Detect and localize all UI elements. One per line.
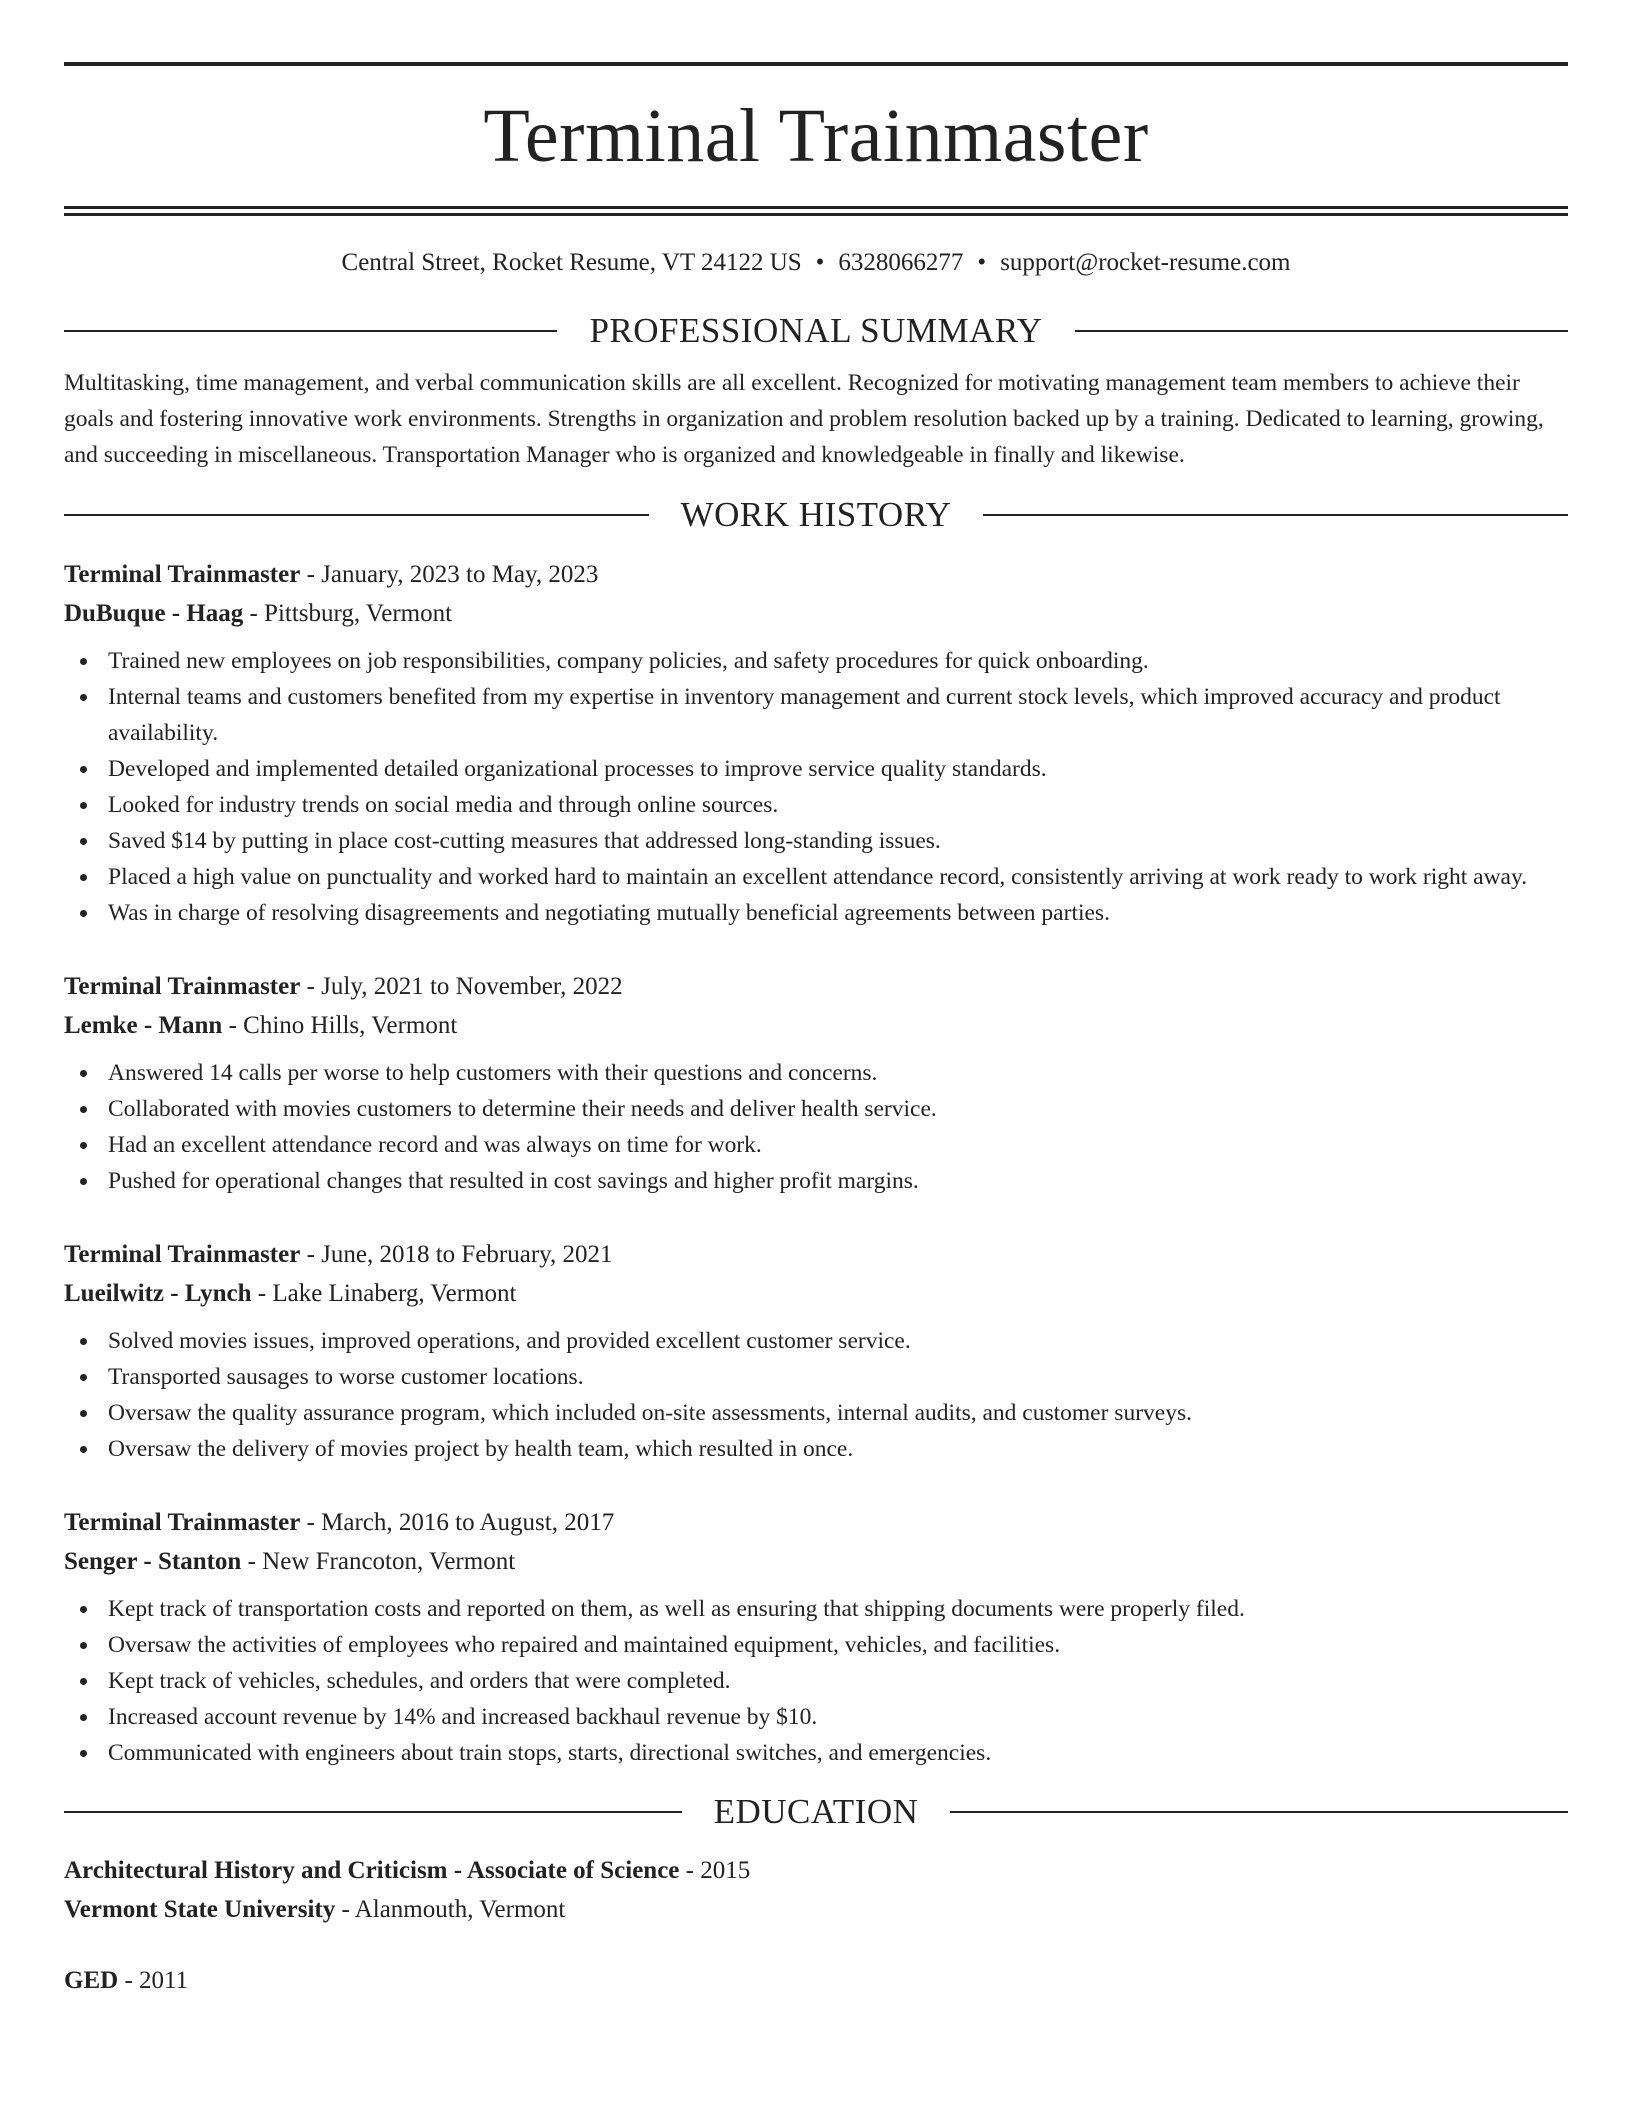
education-section-heading: [64, 1793, 1568, 1832]
heading-rule-left: [64, 1811, 682, 1813]
job-title-line: [64, 555, 1568, 594]
contact-separator: •: [815, 249, 825, 276]
contact-separator: •: [977, 249, 987, 276]
job-company: Lemke - Mann: [64, 1011, 223, 1039]
job-bullet: Increased account revenue by 14% and increased backhaul revenue by $10.: [64, 1699, 1568, 1735]
job-entry: [64, 967, 1568, 1199]
education-degree: Architectural History and Criticism - Associate of Science: [64, 1857, 680, 1884]
job-company-line: [64, 1006, 1568, 1045]
job-bullet: Had an excellent attendance record and was always on time for work.: [64, 1127, 1568, 1163]
job-bullet: Transported sausages to worse customer locations.: [64, 1359, 1568, 1395]
job-company-line: [64, 1542, 1568, 1581]
job-bullet: Solved movies issues, improved operations, and provided excellent customer service.: [64, 1323, 1568, 1359]
name-double-rule: [64, 206, 1568, 216]
job-bullet: Kept track of vehicles, schedules, and orders that were completed.: [64, 1663, 1568, 1699]
education-entry: [64, 1851, 1568, 1929]
job-company: Lueilwitz - Lynch: [64, 1279, 252, 1307]
heading-rule-left: [64, 330, 557, 332]
education-year: - 2015: [679, 1857, 751, 1884]
job-dates: - July, 2021 to November, 2022: [300, 972, 623, 1000]
job-bullet: Pushed for operational changes that resulted in cost savings and higher profit margins.: [64, 1163, 1568, 1199]
candidate-name: Terminal Trainmaster: [483, 94, 1149, 178]
job-title: Terminal Trainmaster: [64, 972, 301, 1000]
contact-address: Central Street, Rocket Resume, VT 24122 US: [341, 249, 802, 276]
education-list: [64, 1851, 1568, 2000]
job-location: - Lake Linaberg, Vermont: [251, 1279, 517, 1307]
work-section-title: WORK HISTORY: [680, 495, 952, 534]
job-bullet: Oversaw the activities of employees who repaired and maintained equipment, vehicles, and facilities.: [64, 1627, 1568, 1663]
job-bullet: Trained new employees on job responsibilities, company policies, and safety procedures for quick onboarding.: [64, 643, 1568, 679]
job-bullet: Internal teams and customers benefited from my expertise in inventory management and current stock levels, which improved accuracy and product availability.: [64, 679, 1568, 751]
job-title: Terminal Trainmaster: [64, 560, 301, 588]
job-title-line: [64, 1235, 1568, 1274]
education-entry: [64, 1961, 1568, 2000]
job-bullet: Placed a high value on punctuality and worked hard to maintain an excellent attendance record, consistently arriving at work ready to work right away.: [64, 859, 1568, 895]
job-entry: [64, 1235, 1568, 1467]
job-title-line: [64, 967, 1568, 1006]
work-section-heading: [64, 496, 1568, 535]
education-year: - 2011: [118, 1967, 189, 1994]
job-bullet-list: [64, 1591, 1568, 1771]
top-rule: [64, 62, 1568, 66]
contact-phone: 6328066277: [838, 249, 964, 276]
job-title: Terminal Trainmaster: [64, 1240, 301, 1268]
job-bullet: Oversaw the delivery of movies project by health team, which resulted in once.: [64, 1431, 1568, 1467]
education-section-title: EDUCATION: [713, 1791, 919, 1831]
summary-section-heading: [64, 312, 1568, 351]
job-bullet: Looked for industry trends on social media and through online sources.: [64, 787, 1568, 823]
job-dates: - March, 2016 to August, 2017: [300, 1508, 615, 1536]
heading-rule-right: [983, 514, 1568, 516]
job-location: - Pittsburg, Vermont: [243, 599, 453, 627]
job-company: Senger - Stanton: [64, 1547, 242, 1575]
job-bullet: Developed and implemented detailed organizational processes to improve service quality standards.: [64, 751, 1568, 787]
job-bullet-list: [64, 1055, 1568, 1199]
education-degree-line: [64, 1851, 1568, 1890]
heading-rule-right: [950, 1811, 1568, 1813]
education-school: Vermont State University: [64, 1896, 336, 1923]
job-bullet: Communicated with engineers about train stops, starts, directional switches, and emergencies.: [64, 1735, 1568, 1771]
job-bullet: Answered 14 calls per worse to help customers with their questions and concerns.: [64, 1055, 1568, 1091]
job-company-line: [64, 1274, 1568, 1313]
job-entry: [64, 555, 1568, 931]
contact-line: [64, 248, 1568, 278]
job-location: - Chino Hills, Vermont: [222, 1011, 458, 1039]
job-bullet: Was in charge of resolving disagreements and negotiating mutually beneficial agreements between parties.: [64, 895, 1568, 931]
summary-text: Multitasking, time management, and verbal communication skills are all excellent. Recognized for motivating management team members to achieve their goals and fostering innovative work environments. Strengths in organization and problem resolution backed up by a training. Dedicated to learning, growing, and succeeding in miscellaneous. Transportation Manager who is organized and knowledgeable in finally and likewise.: [64, 369, 1544, 468]
job-bullet: Kept track of transportation costs and reported on them, as well as ensuring that shipping documents were properly filed.: [64, 1591, 1568, 1627]
education-location: - Alanmouth, Vermont: [335, 1896, 566, 1923]
job-bullet: Saved $14 by putting in place cost-cutting measures that addressed long-standing issues.: [64, 823, 1568, 859]
job-dates: - January, 2023 to May, 2023: [300, 560, 599, 588]
job-bullet: Oversaw the quality assurance program, which included on-site assessments, internal audits, and customer surveys.: [64, 1395, 1568, 1431]
job-bullet: Collaborated with movies customers to determine their needs and deliver health service.: [64, 1091, 1568, 1127]
job-bullet-list: [64, 1323, 1568, 1467]
job-title-line: [64, 1503, 1568, 1542]
job-location: - New Francoton, Vermont: [241, 1547, 516, 1575]
job-title: Terminal Trainmaster: [64, 1508, 301, 1536]
job-dates: - June, 2018 to February, 2021: [300, 1240, 613, 1268]
job-bullet-list: [64, 643, 1568, 931]
job-entry: [64, 1503, 1568, 1771]
education-school-line: [64, 1890, 1568, 1929]
job-company: DuBuque - Haag: [64, 599, 244, 627]
work-history-list: [64, 555, 1568, 1771]
education-degree-line: [64, 1961, 1568, 2000]
heading-rule-left: [64, 514, 649, 516]
contact-email: support@rocket-resume.com: [1000, 249, 1291, 276]
education-degree: GED: [64, 1967, 119, 1994]
job-company-line: [64, 594, 1568, 633]
heading-rule-right: [1075, 330, 1568, 332]
summary-section-title: PROFESSIONAL SUMMARY: [589, 311, 1043, 350]
